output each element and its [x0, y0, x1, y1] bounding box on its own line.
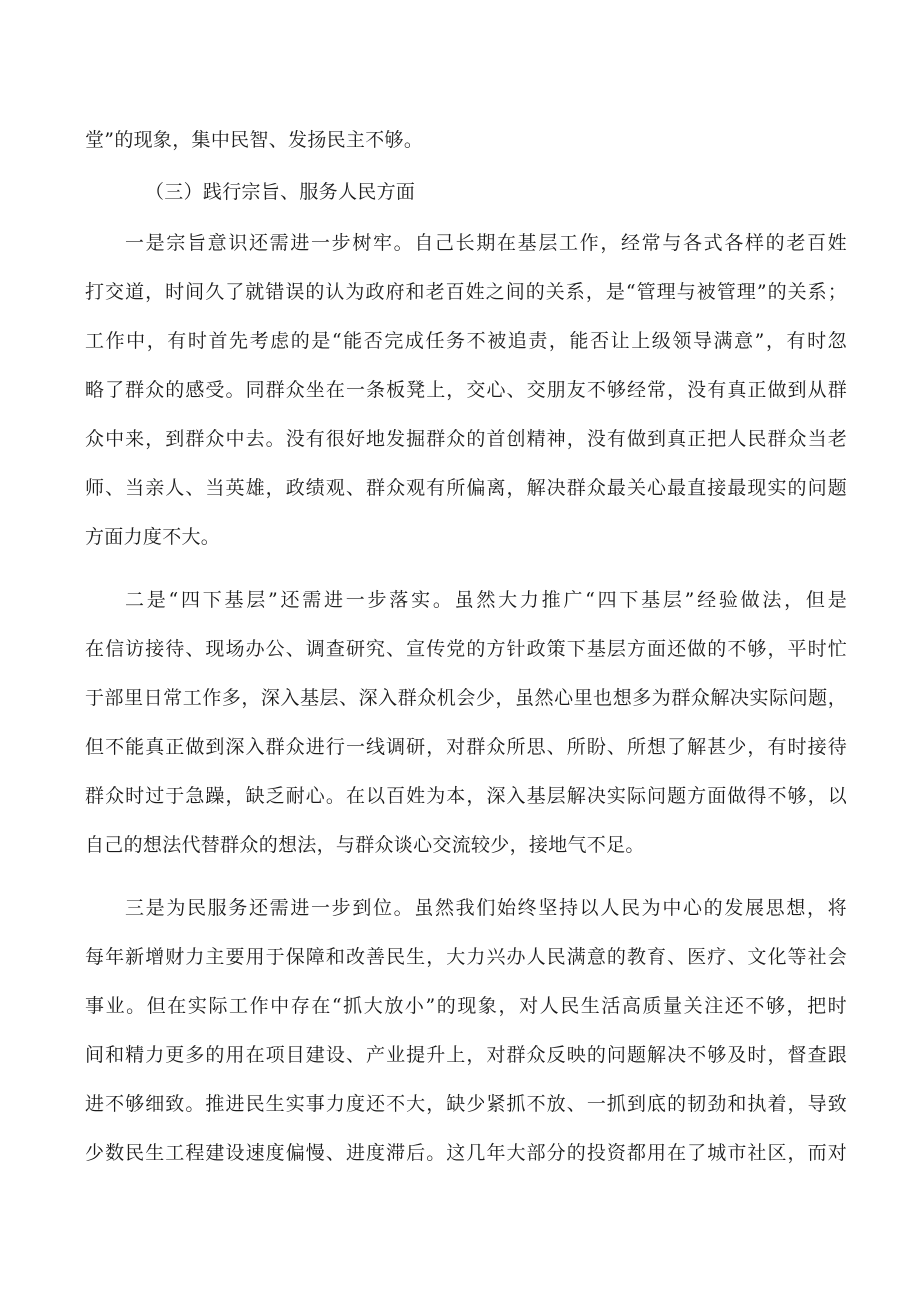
text-line: 堂”的现象，集中民智、发扬民主不够。 [85, 129, 424, 151]
text-line: 略了群众的感受。同群众坐在一条板凳上，交心、交朋友不够经常，没有真正做到从群 [85, 379, 847, 401]
text-line: 自己的想法代替群众的想法，与群众谈心交流较少，接地气不足。 [85, 834, 645, 856]
text-line: 二是“四下基层”还需进一步落实。虽然大力推广“四下基层”经验做法，但是 [125, 589, 847, 611]
text-line: 少数民生工程建设速度偏慢、进度滞后。这几年大部分的投资都用在了城市社区，而对 [85, 1142, 847, 1164]
text-line: 事业。但在实际工作中存在“抓大放小”的现象，对人民生活高质量关注还不够，把时 [85, 995, 847, 1017]
text-line: 师、当亲人、当英雄，政绩观、群众观有所偏离，解决群众最关心最直接最现实的问题 [85, 477, 847, 499]
text-line: 方面力度不大。 [85, 526, 221, 548]
text-line: 但不能真正做到深入群众进行一线调研，对群众所思、所盼、所想了解甚少，有时接待 [85, 736, 847, 758]
text-line: 一是宗旨意识还需进一步树牢。自己长期在基层工作，经常与各式各样的老百姓 [125, 232, 847, 254]
section-heading: （三）践行宗旨、服务人民方面 [145, 181, 416, 203]
text-line: 众中来，到群众中去。没有很好地发掘群众的首创精神，没有做到真正把人民群众当老 [85, 428, 847, 450]
text-line: 工作中，有时首先考虑的是“能否完成任务不被追责，能否让上级领导满意”，有时忽 [85, 330, 847, 352]
text-line: 每年新增财力主要用于保障和改善民生，大力兴办人民满意的教育、医疗、文化等社会 [85, 946, 847, 968]
text-line: 群众时过于急躁，缺乏耐心。在以百姓为本，深入基层解决实际问题方面做得不够，以 [85, 785, 847, 807]
text-line: 进不够细致。推进民生实事力度还不大，缺少紧抓不放、一抓到底的韧劲和执着，导致 [85, 1093, 847, 1115]
text-line: 于部里日常工作多，深入基层、深入群众机会少，虽然心里也想多为群众解决实际问题， [85, 687, 847, 709]
text-line: 三是为民服务还需进一步到位。虽然我们始终坚持以人民为中心的发展思想，将 [125, 897, 847, 919]
text-line: 间和精力更多的用在项目建设、产业提升上，对群众反映的问题解决不够及时，督查跟 [85, 1044, 847, 1066]
text-line: 在信访接待、现场办公、调查研究、宣传党的方针政策下基层方面还做的不够，平时忙 [85, 638, 847, 660]
text-line: 打交道，时间久了就错误的认为政府和老百姓之间的关系，是“管理与被管理”的关系； [85, 281, 847, 303]
